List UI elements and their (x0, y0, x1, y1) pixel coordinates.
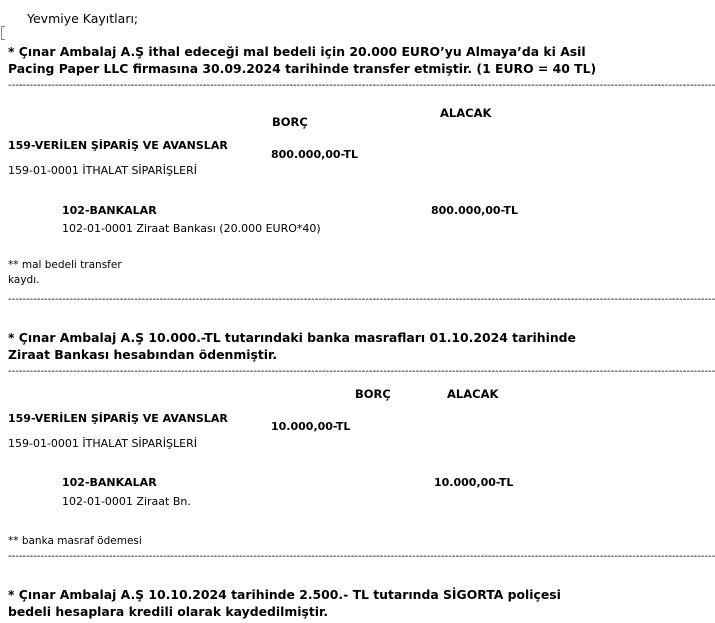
entry-1-debit-account: 159-VERİLEN ŞİPARİŞ VE AVANSLAR (8, 139, 228, 152)
page-title: Yevmiye Kayıtları; (27, 11, 139, 26)
separator: ---------------------------------------------------------------------------------------------------------------------------------------------------------------------------------------------------- (8, 80, 715, 91)
entry-1-credit-sub-account: 102-01-0001 Ziraat Bankası (20.000 EURO*40) (62, 222, 321, 235)
entry-2-borc-header: BORÇ (355, 387, 391, 401)
separator: ---------------------------------------------------------------------------------------------------------------------------------------------------------------------------------------------------- (8, 366, 715, 377)
entry-2-debit-amount: 10.000,00-TL (271, 420, 351, 433)
entry-2-credit-amount: 10.000,00-TL (434, 476, 514, 489)
separator: ---------------------------------------------------------------------------------------------------------------------------------------------------------------------------------------------------- (8, 551, 715, 562)
entry-1-description: * Çınar Ambalaj A.Ş ithal edeceği mal bedeli için 20.000 EURO’yu Almaya’da ki Asil Pacing Paper LLC firmasına 30.09.2024 tarihinde transfer etmiştir. (1 EURO = 40 TL) (8, 44, 597, 76)
entry-1-credit-account: 102-BANKALAR (62, 204, 157, 217)
entry-2-credit-sub-account: 102-01-0001 Ziraat Bn. (62, 495, 191, 508)
entry-1-debit-sub-account: 159-01-0001 İTHALAT SİPARİŞLERİ (8, 164, 197, 177)
entry-1-debit-amount: 800.000,00-TL (271, 148, 359, 161)
entry-1-credit-amount: 800.000,00-TL (431, 204, 519, 217)
entry-1-note: ** mal bedeli transfer kaydı. (8, 259, 122, 286)
entry-2-note: ** banka masraf ödemesi (8, 535, 142, 547)
entry-2-alacak-header: ALACAK (447, 387, 499, 401)
entry-1-alacak-header: ALACAK (440, 106, 492, 120)
entry-2-credit-account: 102-BANKALAR (62, 476, 157, 489)
entry-3-description: * Çınar Ambalaj A.Ş 10.10.2024 tarihinde 2.500.- TL tutarında SİGORTA poliçesi bedeli hesaplara kredili olarak kaydedilmiştir. (8, 587, 561, 619)
entry-2-description: * Çınar Ambalaj A.Ş 10.000.-TL tutarındaki banka masrafları 01.10.2024 tarihinde Ziraat Bankası hesabından ödenmiştir. (8, 330, 576, 362)
entry-2-debit-account: 159-VERİLEN ŞİPARİŞ VE AVANSLAR (8, 412, 228, 425)
text-cursor-mark (1, 26, 5, 40)
entry-2-debit-sub-account: 159-01-0001 İTHALAT SİPARİŞLERİ (8, 437, 197, 450)
separator: ---------------------------------------------------------------------------------------------------------------------------------------------------------------------------------------------------- (8, 294, 715, 305)
entry-1-borc-header: BORÇ (272, 115, 308, 129)
